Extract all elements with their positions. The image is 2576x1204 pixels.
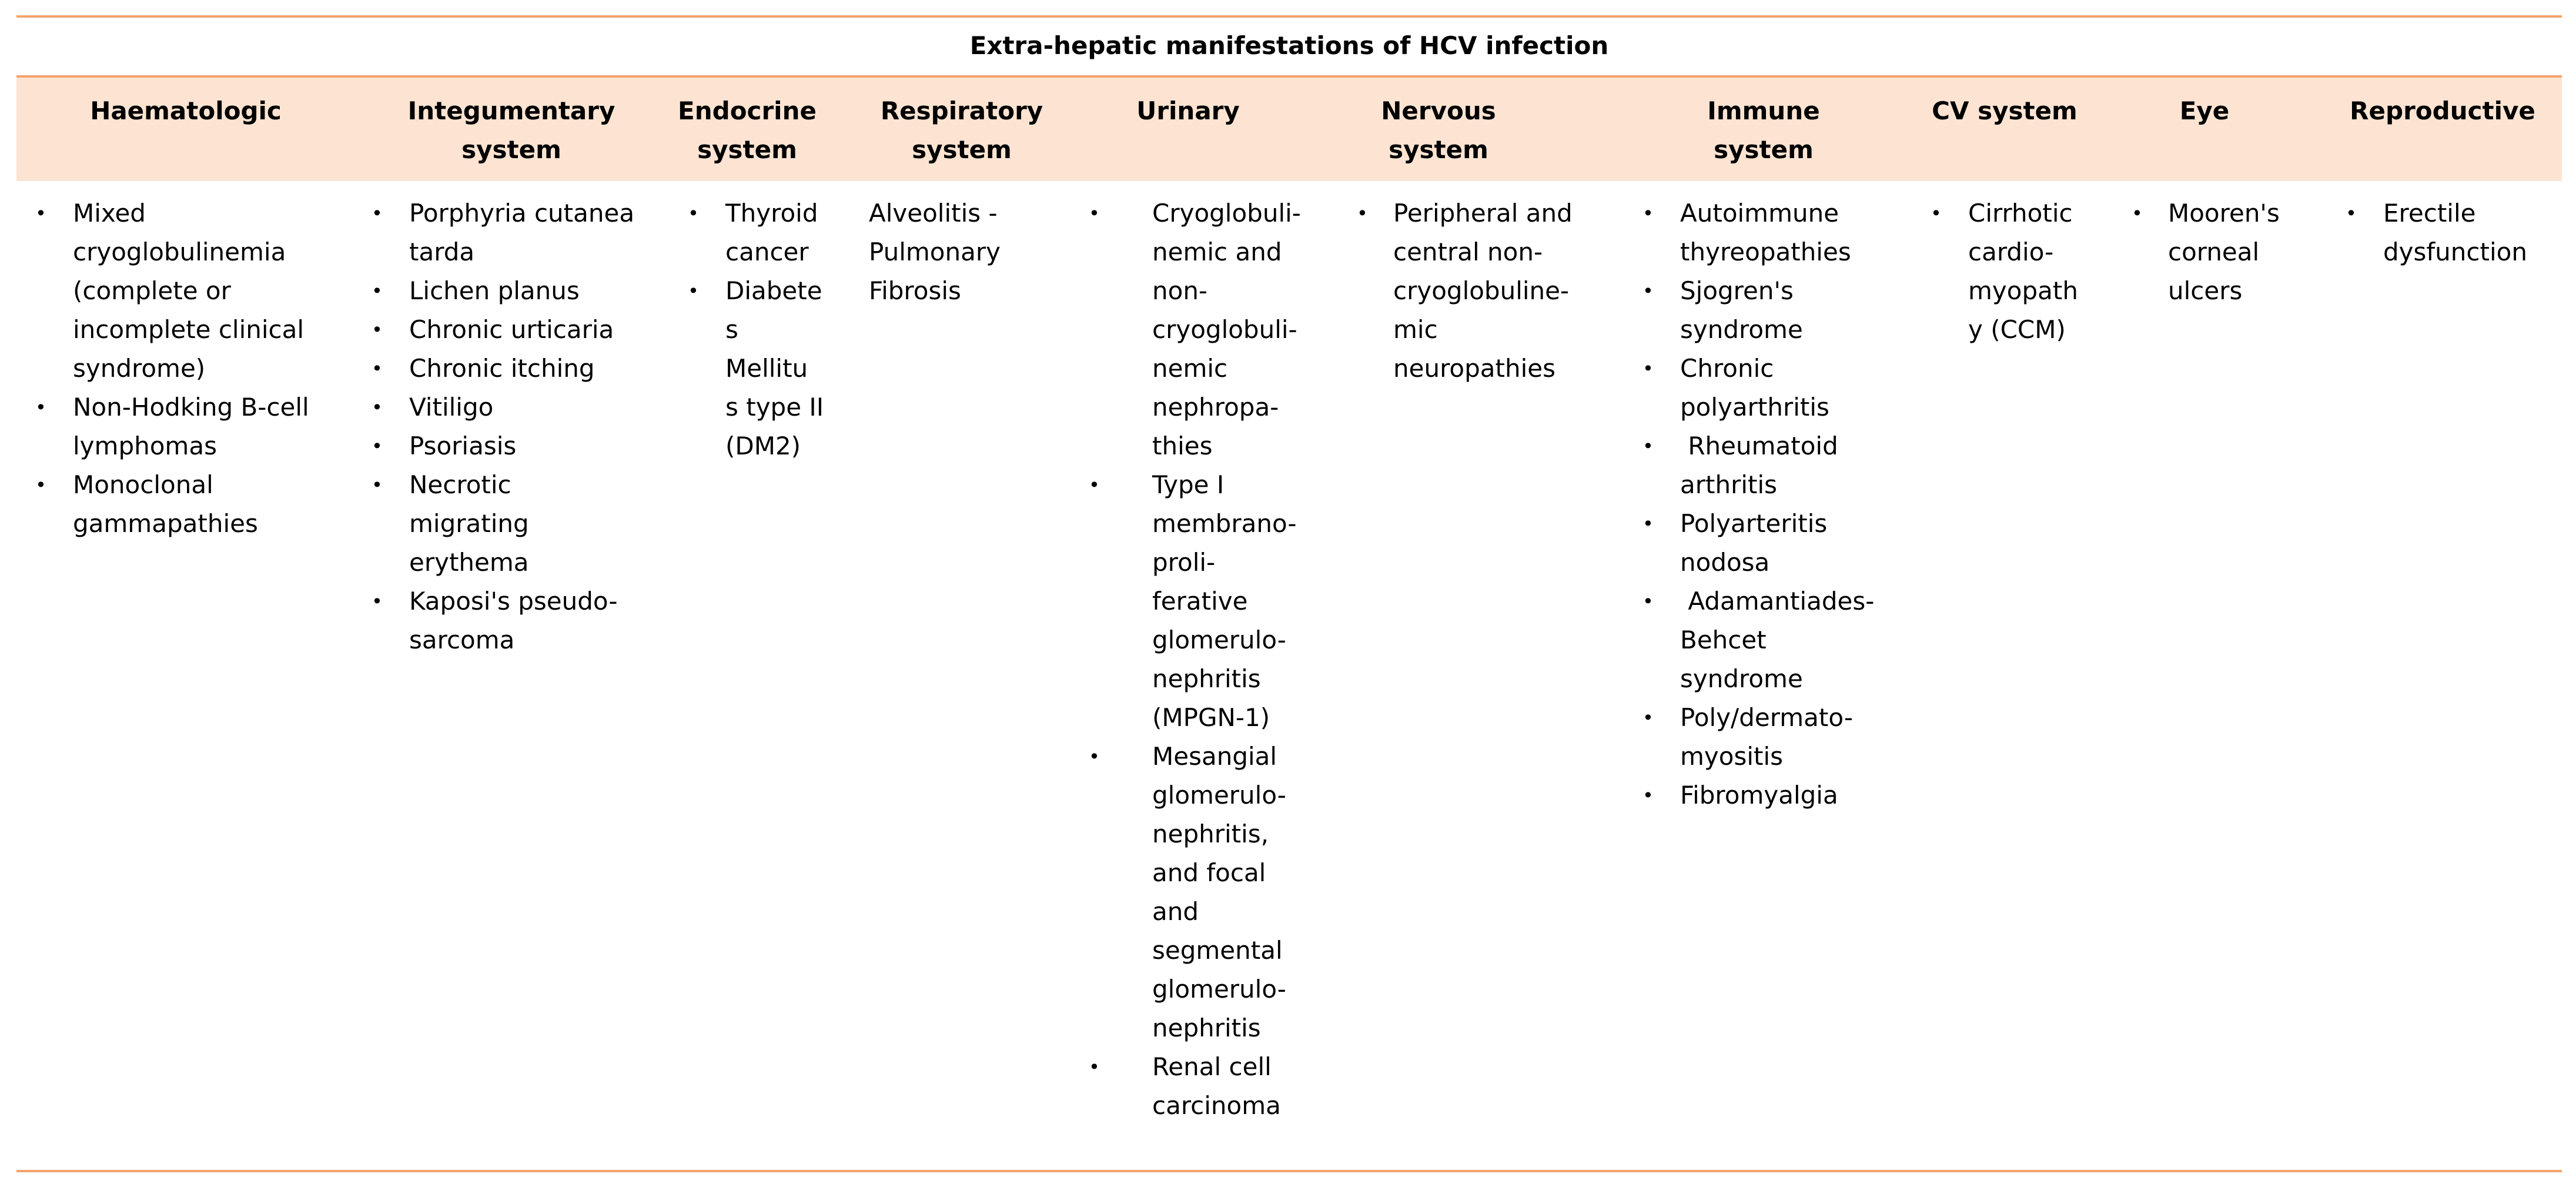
list-item-line: syndrome) [73,354,206,383]
list-item-line: central non- [1393,238,1543,266]
column-body-nervous [1357,194,1573,388]
column-body-eye [2132,194,2280,310]
list-item-line: Mooren's [2168,199,2280,228]
list-item-line: Erectile [2383,199,2476,228]
list-item [1357,194,1573,388]
list-item [1931,194,2078,349]
column-header-urinary [1097,92,1279,131]
list-item-line: Poly/dermato- [1680,703,1853,732]
column-header-reproductive [2328,92,2557,131]
list-item [1642,272,1874,349]
list-item-line: Behcet [1680,626,1767,654]
column-body-endocrine [688,194,824,466]
column-body-urinary [1089,194,1301,1125]
list-item-line: arthritis [1680,470,1778,499]
list-item-line: Lichen planus [409,276,580,305]
bullet-icon: • [1642,435,1654,457]
list-item-line: corneal [2168,238,2260,266]
bullet-icon: • [372,474,383,496]
column-header-haematologic [16,92,355,131]
bullet-icon: • [1357,202,1368,225]
list-item-line: membrano- [1152,509,1297,538]
list-item-line: myopath [1968,276,2078,305]
list-item-line: Non-Hodking B-cell [73,393,309,422]
list-item [1642,582,1874,698]
list-item [35,194,309,388]
column-header-line: system [461,135,561,164]
list-item-line: Cirrhotic [1968,199,2073,228]
list-item-line: segmental [1152,936,1283,965]
list-item-line: glomerulo- [1152,975,1286,1004]
column-body-integumentary [372,194,634,660]
list-item-line: Psoriasis [409,432,517,460]
list-item-line: (MPGN-1) [1152,703,1270,732]
list-item-line: nephritis [1152,1014,1261,1042]
column-body-respiratory [869,194,1001,310]
list-item-line: migrating [409,509,529,538]
list-item [1642,349,1874,427]
list-item [2132,194,2280,310]
column-header-line: system [1714,135,1814,164]
column-header-line: Urinary [1136,96,1240,125]
list-item-line: s [725,315,738,344]
list-item-line: cryoglobuline- [1393,276,1570,305]
list-item [1089,194,1301,466]
list-item-line: Autoimmune [1680,199,1839,228]
list-item [1642,504,1874,582]
list-item-line: incomplete clinical [73,315,305,344]
list-item [1089,737,1301,1048]
list-item-line: proli- [1152,548,1216,577]
list-item-line: and focal [1152,858,1266,887]
bullet-list [1642,194,1874,815]
bullet-icon: • [2132,202,2143,225]
list-item [1642,427,1874,504]
list-item-line: cancer [725,238,809,266]
bullet-list [35,194,309,543]
list-item-line: tarda [409,238,475,266]
list-item-line: thyreopathies [1680,238,1851,266]
bullet-icon: • [1931,202,1942,225]
column-header-line: Respiratory [880,96,1043,125]
list-item-line: mic [1393,315,1438,344]
list-item-line: ulcers [2168,276,2243,305]
list-item [35,466,309,543]
list-item-line: nemic [1152,354,1228,383]
bullet-list [688,194,824,466]
list-item-line: Mesangial [1152,742,1277,771]
bullet-icon: • [1642,590,1654,613]
column-header-respiratory [827,92,1097,169]
bullet-list [1357,194,1573,388]
list-item-line: Renal cell [1152,1052,1272,1081]
bullet-icon: • [372,280,383,302]
column-body-haematologic [35,194,309,543]
column-header-line: Endocrine [678,96,817,125]
list-item-line: gammapathies [73,509,258,538]
bullet-list [1089,194,1301,1125]
list-item-line: erythema [409,548,529,577]
list-item-line: lymphomas [73,432,217,460]
text-line: Alveolitis - [869,199,998,228]
bullet-icon: • [1089,474,1100,496]
list-item [372,194,634,272]
list-item-line: Chronic [1680,354,1774,383]
bullet-icon: • [1642,280,1654,302]
list-item-line: Thyroid [725,199,818,228]
column-header-immune [1622,92,1905,169]
bullet-icon: • [372,319,383,341]
list-item-line: sarcoma [409,626,515,654]
list-item-line: Porphyria cutanea [409,199,635,228]
list-item-line: Chronic urticaria [409,315,614,344]
list-item-line: dysfunction [2383,238,2527,266]
bullet-icon: • [372,590,383,613]
list-item-line: Mixed [73,199,146,228]
list-item-line: Vitiligo [409,393,494,422]
column-header-eye [2105,92,2304,131]
list-item [1642,776,1874,815]
list-item [1642,194,1874,272]
column-header-nervous [1306,92,1571,169]
column-header-cv-system [1905,92,2105,131]
column-header-integumentary [355,92,668,169]
list-item-line: non- [1152,276,1208,305]
column-header-line: system [912,135,1012,164]
bullet-icon: • [1642,784,1654,807]
table-bottom-rule [16,1170,2562,1172]
column-header-line: Reproductive [2350,96,2535,125]
list-item-line: Polyarteritis [1680,509,1828,538]
list-item-line: Type I [1152,470,1225,499]
list-item-line: Mellitu [725,354,808,383]
bullet-icon: • [35,202,46,225]
list-item [1642,698,1874,776]
list-item-line: ferative [1152,587,1248,616]
list-item-line: Rheumatoid [1680,432,1838,460]
list-item-line: glomerulo- [1152,781,1286,810]
list-item-line: Adamantiades- [1680,587,1875,616]
list-item-line: s type II [725,393,824,422]
column-header-line: CV system [1932,96,2077,125]
bullet-icon: • [372,202,383,225]
list-item [372,582,634,660]
list-item-line: nemic and [1152,238,1282,266]
list-item-line: nodosa [1680,548,1770,577]
list-item-line: syndrome [1680,664,1803,693]
column-header-line: Immune [1707,96,1820,125]
list-item-line: glomerulo- [1152,626,1286,654]
bullet-icon: • [688,280,699,302]
list-item-line: Sjogren's [1680,276,1794,305]
bullet-icon: • [1089,202,1100,225]
list-item-line: cardio- [1968,238,2054,266]
list-item-line: Necrotic [409,470,511,499]
bullet-icon: • [1642,513,1654,535]
list-item-line: myositis [1680,742,1784,771]
list-item-line: thies [1152,432,1213,460]
list-item [372,466,634,582]
list-item-line: Kaposi's pseudo- [409,587,618,616]
bullet-icon: • [1642,357,1654,380]
list-item-line: carcinoma [1152,1091,1281,1120]
list-item [1089,1048,1301,1125]
list-item-line: Cryoglobuli- [1152,199,1301,228]
bullet-icon: • [372,435,383,457]
list-item-line: nephropa- [1152,393,1279,422]
table-top-rule [16,15,2562,18]
column-header-line: Nervous [1381,96,1496,125]
list-item-line: neuropathies [1393,354,1555,383]
bullet-icon: • [372,396,383,419]
table-title: Extra-hepatic manifestations of HCV infection [969,31,1609,60]
bullet-icon: • [35,396,46,419]
list-item [688,272,824,466]
list-item-line: nephritis [1152,664,1261,693]
column-body-immune [1642,194,1874,815]
bullet-list [2346,194,2527,272]
list-item [372,388,634,427]
column-header-line: Integumentary [407,96,615,125]
list-item-line: Peripheral and [1393,199,1573,228]
list-item-line: Fibromyalgia [1680,781,1838,810]
bullet-list [1931,194,2078,349]
bullet-list [372,194,634,660]
bullet-icon: • [35,474,46,496]
list-item-line: Monoclonal [73,470,213,499]
list-item [35,388,309,466]
bullet-icon: • [1642,202,1654,225]
list-item [2346,194,2527,272]
list-item-line: (DM2) [725,432,801,460]
list-item-line: syndrome [1680,315,1803,344]
column-body-cv-system [1931,194,2078,349]
list-item-line: Chronic itching [409,354,595,383]
list-item [372,349,634,388]
bullet-list [2132,194,2280,310]
column-header-line: Haematologic [90,96,282,125]
list-item-line: nephritis, [1152,820,1269,848]
list-item [688,194,824,272]
column-header-line: system [1389,135,1488,164]
list-item-line: cryoglobuli- [1152,315,1297,344]
bullet-icon: • [2346,202,2357,225]
list-item [372,272,634,310]
list-item-line: y (CCM) [1968,315,2066,344]
bullet-icon: • [1089,1056,1100,1078]
list-item [372,310,634,349]
text-line: Pulmonary [869,238,1001,266]
column-header-endocrine [668,92,827,169]
bullet-icon: • [1642,707,1654,729]
list-item-line: polyarthritis [1680,393,1829,422]
bullet-icon: • [372,357,383,380]
list-item [1089,466,1301,737]
list-item-line: (complete or [73,276,231,305]
list-item-line: cryoglobulinemia [73,238,286,266]
list-item [372,427,634,466]
bullet-icon: • [1089,745,1100,768]
column-header-line: Eye [2179,96,2230,125]
list-item-line: Diabete [725,276,822,305]
text-line: Fibrosis [869,276,961,305]
column-body-reproductive [2346,194,2527,272]
column-header-line: system [697,135,797,164]
bullet-icon: • [688,202,699,225]
list-item-line: and [1152,897,1199,926]
